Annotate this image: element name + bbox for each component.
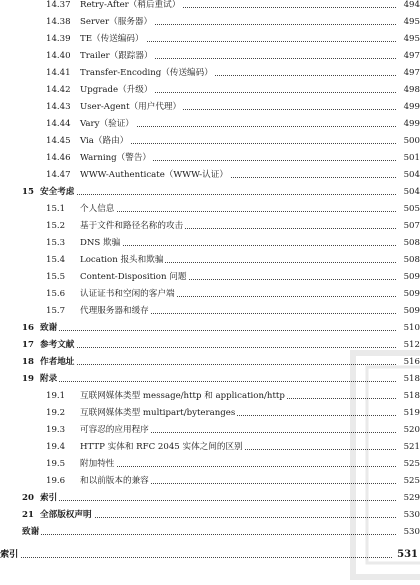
leader-dots — [0, 557, 392, 558]
entry-number: 14.44 — [46, 119, 71, 129]
leader-dots — [40, 347, 396, 348]
toc-entry — [0, 66, 420, 80]
chapter-title: 附录 — [40, 374, 58, 384]
entry-page: 498 — [403, 85, 420, 95]
entry-title: Server（服务器） — [80, 17, 153, 27]
entry-page: 509 — [403, 289, 420, 299]
entry-page: 530 — [403, 527, 420, 537]
entry-page: 504 — [403, 170, 420, 180]
chapter-number: 15 — [22, 187, 34, 197]
entry-number: 14.37 — [46, 0, 71, 10]
entry-title: Warning（警告） — [80, 153, 152, 163]
entry-page: 507 — [403, 221, 420, 231]
entry-number: 19.6 — [46, 476, 66, 486]
chapter-title: 索引 — [40, 493, 58, 503]
entry-page: 499 — [403, 119, 420, 129]
toc-entry — [0, 32, 420, 46]
entry-number: 15.1 — [46, 204, 66, 214]
entry-page: 521 — [403, 442, 420, 452]
entry-page: 516 — [403, 357, 420, 367]
entry-number: 15.6 — [46, 289, 66, 299]
leader-dots — [80, 245, 396, 246]
toc-entry — [0, 151, 420, 165]
entry-page: 529 — [403, 493, 420, 503]
chapter-number: 19 — [22, 374, 34, 384]
entry-page: 508 — [403, 255, 420, 265]
index-title: 索引 — [0, 549, 19, 560]
entry-title: 附加特性 — [80, 459, 115, 469]
entry-title: 互联网媒体类型 message/http 和 application/http — [80, 391, 285, 401]
entry-number: 19.4 — [46, 442, 66, 452]
entry-page: 512 — [403, 340, 420, 350]
entry-page: 499 — [403, 102, 420, 112]
toc-entry — [0, 253, 420, 267]
entry-page: 500 — [403, 136, 420, 146]
entry-page: 525 — [403, 459, 420, 469]
entry-title: Upgrade（升级） — [80, 85, 153, 95]
entry-number: 19.5 — [46, 459, 66, 469]
entry-number: 15.2 — [46, 221, 66, 231]
entry-number: 19.1 — [46, 391, 66, 401]
entry-title: 可容忍的应用程序 — [80, 425, 149, 435]
toc-acknowledgements — [0, 525, 420, 539]
toc-entry — [0, 100, 420, 114]
entry-title: 认证证书和空闲的客户端 — [80, 289, 175, 299]
leader-dots — [40, 381, 396, 382]
entry-number: 14.38 — [46, 17, 71, 27]
toc-chapter — [0, 491, 420, 505]
entry-title: Trailer（跟踪器） — [80, 51, 153, 61]
leader-dots — [40, 500, 396, 501]
chapter-title: 作者地址 — [40, 357, 75, 367]
leader-dots — [40, 194, 396, 195]
toc-entry — [0, 474, 420, 488]
entry-title: 代理服务器和缓存 — [80, 306, 149, 316]
chapter-title: 参考文献 — [40, 340, 75, 350]
entry-page: 501 — [403, 153, 420, 163]
entry-title: DNS 欺骗 — [80, 238, 121, 248]
entry-number: 14.46 — [46, 153, 71, 163]
chapter-number: 16 — [22, 323, 34, 333]
toc-entry — [0, 15, 420, 29]
entry-page: 530 — [403, 510, 420, 520]
toc-entry — [0, 457, 420, 471]
toc-entry — [0, 287, 420, 301]
toc-index — [0, 548, 420, 562]
entry-page: 505 — [403, 204, 420, 214]
toc-entry — [0, 304, 420, 318]
entry-title: Vary（验证） — [80, 119, 134, 129]
toc-chapter — [0, 355, 420, 369]
chapter-number: 20 — [22, 493, 34, 503]
leader-dots — [22, 534, 396, 535]
toc-chapter — [0, 372, 420, 386]
entry-title: Transfer-Encoding（传送编码） — [80, 68, 213, 78]
leader-dots — [40, 330, 396, 331]
toc-chapter — [0, 338, 420, 352]
chapter-number: 21 — [22, 510, 34, 520]
entry-title: Location 报头和欺骗 — [80, 255, 164, 265]
leader-dots — [40, 364, 396, 365]
entry-title: Via（路由） — [80, 136, 129, 146]
entry-page: 494 — [403, 0, 420, 10]
chapter-title: 安全考虑 — [40, 187, 75, 197]
toc-entry — [0, 202, 420, 216]
toc-entry — [0, 83, 420, 97]
entry-page: 504 — [403, 187, 420, 197]
entry-number: 15.3 — [46, 238, 66, 248]
toc-entry — [0, 270, 420, 284]
index-page: 531 — [397, 549, 418, 560]
entry-title: 个人信息 — [80, 204, 115, 214]
toc-entry — [0, 236, 420, 250]
entry-page: 508 — [403, 238, 420, 248]
entry-title: 和以前版本的兼容 — [80, 476, 149, 486]
toc-entry — [0, 406, 420, 420]
toc-entry — [0, 134, 420, 148]
chapter-title: 致谢 — [40, 323, 58, 333]
acknowledgements-title: 致谢 — [22, 527, 40, 537]
entry-number: 14.39 — [46, 34, 71, 44]
chapter-title: 全部版权声明 — [40, 510, 92, 520]
entry-number: 14.43 — [46, 102, 71, 112]
entry-number: 15.4 — [46, 255, 66, 265]
entry-number: 15.7 — [46, 306, 66, 316]
toc-chapter — [0, 321, 420, 335]
toc-entry — [0, 0, 420, 12]
entry-title: 基于文件和路径名称的攻击 — [80, 221, 184, 231]
entry-page: 520 — [403, 425, 420, 435]
entry-page: 509 — [403, 306, 420, 316]
entry-page: 495 — [403, 34, 420, 44]
entry-page: 509 — [403, 272, 420, 282]
entry-number: 19.3 — [46, 425, 66, 435]
leader-dots — [80, 211, 396, 212]
entry-page: 510 — [403, 323, 420, 333]
entry-title: User-Agent（用户代理） — [80, 102, 182, 112]
entry-number: 14.40 — [46, 51, 71, 61]
entry-page: 518 — [403, 374, 420, 384]
entry-number: 14.41 — [46, 68, 71, 78]
entry-number: 14.47 — [46, 170, 71, 180]
entry-title: HTTP 实体和 RFC 2045 实体之间的区别 — [80, 442, 243, 452]
chapter-number: 17 — [22, 340, 34, 350]
entry-page: 495 — [403, 17, 420, 27]
toc-entry — [0, 389, 420, 403]
entry-title: Content-Disposition 问题 — [80, 272, 187, 282]
entry-page: 525 — [403, 476, 420, 486]
toc-chapter — [0, 185, 420, 199]
toc-entry — [0, 440, 420, 454]
toc-entry — [0, 423, 420, 437]
entry-page: 497 — [403, 68, 420, 78]
entry-number: 19.2 — [46, 408, 66, 418]
entry-number: 14.42 — [46, 85, 71, 95]
toc-entry — [0, 49, 420, 63]
entry-title: Retry-After（稍后重试） — [80, 0, 181, 10]
toc-entry — [0, 117, 420, 131]
toc-entry — [0, 168, 420, 182]
leader-dots — [80, 466, 396, 467]
entry-page: 497 — [403, 51, 420, 61]
entry-number: 14.45 — [46, 136, 71, 146]
toc-entry — [0, 219, 420, 233]
toc-chapter — [0, 508, 420, 522]
entry-page: 519 — [403, 408, 420, 418]
entry-title: 互联网媒体类型 multipart/byteranges — [80, 408, 236, 418]
entry-number: 15.5 — [46, 272, 66, 282]
entry-title: TE（传送编码） — [80, 34, 144, 44]
entry-page: 518 — [403, 391, 420, 401]
entry-title: WWW-Authenticate（WWW-认证） — [80, 170, 228, 180]
chapter-number: 18 — [22, 357, 34, 367]
